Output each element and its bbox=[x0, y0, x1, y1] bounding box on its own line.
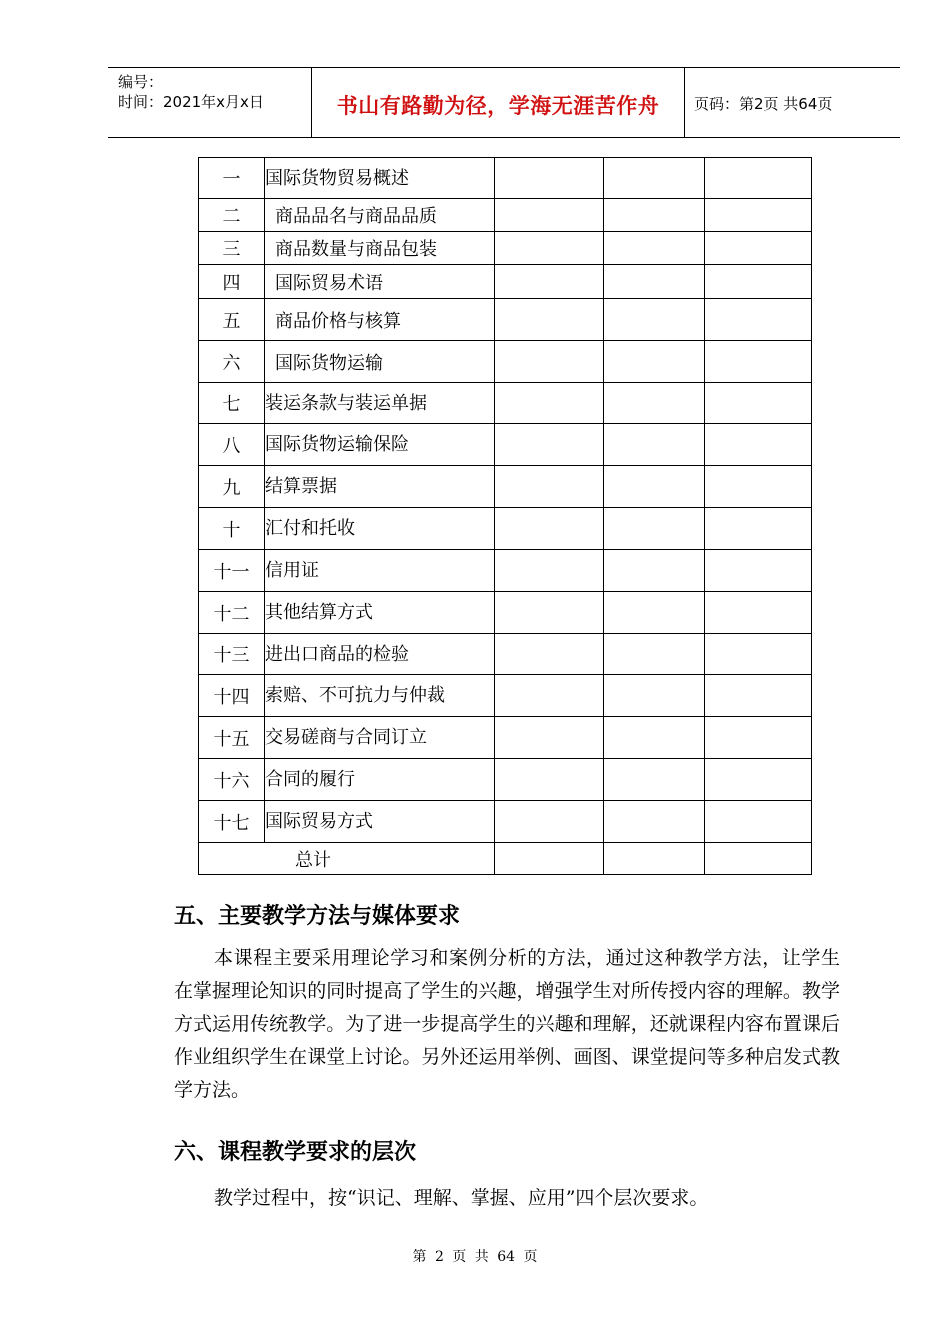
empty-cell bbox=[495, 634, 604, 675]
chapter-title: 汇付和托收 bbox=[265, 508, 495, 550]
header-page-cell bbox=[685, 68, 900, 137]
empty-cell bbox=[604, 265, 705, 299]
empty-cell bbox=[705, 424, 812, 466]
chapter-number: 十一 bbox=[199, 550, 265, 592]
chapter-title: 交易磋商与合同订立 bbox=[265, 717, 495, 759]
empty-cell bbox=[604, 634, 705, 675]
chapter-number: 十 bbox=[199, 508, 265, 550]
empty-cell bbox=[495, 424, 604, 466]
empty-cell bbox=[495, 843, 604, 875]
empty-cell bbox=[495, 717, 604, 759]
empty-cell bbox=[705, 199, 812, 232]
empty-cell bbox=[495, 158, 604, 199]
empty-cell bbox=[604, 801, 705, 843]
chapter-title: 装运条款与装运单据 bbox=[265, 383, 495, 424]
empty-cell bbox=[705, 675, 812, 717]
empty-cell bbox=[604, 675, 705, 717]
empty-cell bbox=[495, 550, 604, 592]
empty-cell bbox=[604, 341, 705, 383]
motto-text: 书山有路勤为径，学海无涯苦作舟 bbox=[336, 94, 660, 118]
empty-cell bbox=[705, 341, 812, 383]
empty-cell bbox=[495, 675, 604, 717]
table-row bbox=[199, 265, 812, 299]
table-row bbox=[199, 634, 812, 675]
empty-cell bbox=[604, 424, 705, 466]
chapter-title: 商品数量与商品包装 bbox=[265, 232, 495, 265]
table-row bbox=[199, 592, 812, 634]
empty-cell bbox=[604, 508, 705, 550]
empty-cell bbox=[705, 265, 812, 299]
table-row bbox=[199, 675, 812, 717]
table-row bbox=[199, 383, 812, 424]
chapter-title: 商品价格与核算 bbox=[265, 299, 495, 341]
chapter-title: 国际货物运输保险 bbox=[265, 424, 495, 466]
empty-cell bbox=[604, 592, 705, 634]
empty-cell bbox=[604, 232, 705, 265]
chapter-number: 十七 bbox=[199, 801, 265, 843]
chapter-number: 二 bbox=[199, 199, 265, 232]
chapter-title: 商品品名与商品品质 bbox=[265, 199, 495, 232]
chapter-title: 进出口商品的检验 bbox=[265, 634, 495, 675]
empty-cell bbox=[705, 232, 812, 265]
empty-cell bbox=[705, 508, 812, 550]
document-header bbox=[108, 67, 900, 138]
empty-cell bbox=[705, 717, 812, 759]
table-row bbox=[199, 550, 812, 592]
empty-cell bbox=[705, 383, 812, 424]
table-row bbox=[199, 801, 812, 843]
page-footer: 第 2 页 共 64 页 bbox=[412, 1249, 538, 1265]
header-meta-cell bbox=[108, 68, 312, 137]
section-5-paragraph: 本课程主要采用理论学习和案例分析的方法，通过这种教学方法，让学生在掌握理论知识的同时提高了学生的兴趣，增强学生对所传授内容的理解。教学方式运用传统教学。为了进一步提高学生的兴趣和理解，还就课程内容布置课后作业组织学生在课堂上讨论。另外还运用举例、画图、课堂提问等多种启发式教学方法。 bbox=[174, 947, 840, 1101]
empty-cell bbox=[604, 466, 705, 508]
header-motto-cell bbox=[312, 68, 685, 137]
table-row bbox=[199, 424, 812, 466]
chapter-title: 国际货物贸易概述 bbox=[265, 158, 495, 199]
chapter-title: 合同的履行 bbox=[265, 759, 495, 801]
table-row bbox=[199, 158, 812, 199]
table-row bbox=[199, 466, 812, 508]
chapter-number: 一 bbox=[199, 158, 265, 199]
chapter-number: 十六 bbox=[199, 759, 265, 801]
empty-cell bbox=[495, 383, 604, 424]
empty-cell bbox=[705, 550, 812, 592]
chapter-title: 国际贸易术语 bbox=[265, 265, 495, 299]
section-5-heading: 五、主要教学方法与媒体要求 bbox=[174, 903, 461, 929]
table-row bbox=[199, 199, 812, 232]
number-label: 编号： bbox=[118, 73, 164, 91]
table-row bbox=[199, 759, 812, 801]
empty-cell bbox=[495, 232, 604, 265]
chapter-number: 五 bbox=[199, 299, 265, 341]
chapter-title: 结算票据 bbox=[265, 466, 495, 508]
chapter-number: 十四 bbox=[199, 675, 265, 717]
chapter-number: 四 bbox=[199, 265, 265, 299]
empty-cell bbox=[705, 592, 812, 634]
chapter-number: 九 bbox=[199, 466, 265, 508]
empty-cell bbox=[495, 299, 604, 341]
empty-cell bbox=[495, 508, 604, 550]
empty-cell bbox=[604, 717, 705, 759]
section-6-paragraph: 教学过程中，按“识记、理解、掌握、应用”四个层次要求。 bbox=[214, 1187, 709, 1209]
total-label: 总计 bbox=[199, 843, 495, 875]
empty-cell bbox=[604, 759, 705, 801]
empty-cell bbox=[705, 801, 812, 843]
chapter-number: 七 bbox=[199, 383, 265, 424]
empty-cell bbox=[604, 158, 705, 199]
empty-cell bbox=[705, 299, 812, 341]
empty-cell bbox=[705, 634, 812, 675]
chapter-number: 三 bbox=[199, 232, 265, 265]
empty-cell bbox=[705, 843, 812, 875]
chapter-title: 国际货物运输 bbox=[265, 341, 495, 383]
empty-cell bbox=[495, 199, 604, 232]
chapter-title: 索赔、不可抗力与仲裁 bbox=[265, 675, 495, 717]
chapter-number: 十五 bbox=[199, 717, 265, 759]
table-row bbox=[199, 341, 812, 383]
time-label: 时间：2021年x月x日 bbox=[118, 93, 264, 111]
empty-cell bbox=[495, 466, 604, 508]
table-row bbox=[199, 508, 812, 550]
empty-cell bbox=[705, 466, 812, 508]
chapter-title: 国际贸易方式 bbox=[265, 801, 495, 843]
empty-cell bbox=[604, 199, 705, 232]
chapter-title: 信用证 bbox=[265, 550, 495, 592]
chapter-number: 十三 bbox=[199, 634, 265, 675]
empty-cell bbox=[604, 550, 705, 592]
empty-cell bbox=[604, 299, 705, 341]
empty-cell bbox=[604, 383, 705, 424]
chapter-number: 六 bbox=[199, 341, 265, 383]
table-row bbox=[199, 232, 812, 265]
empty-cell bbox=[705, 158, 812, 199]
table-row bbox=[199, 299, 812, 341]
chapter-table bbox=[198, 157, 812, 875]
chapter-number: 八 bbox=[199, 424, 265, 466]
chapter-title: 其他结算方式 bbox=[265, 592, 495, 634]
empty-cell bbox=[495, 801, 604, 843]
empty-cell bbox=[495, 759, 604, 801]
empty-cell bbox=[604, 843, 705, 875]
page-info: 页码：第2页 共64页 bbox=[694, 95, 833, 113]
chapter-number: 十二 bbox=[199, 592, 265, 634]
empty-cell bbox=[495, 592, 604, 634]
table-row bbox=[199, 717, 812, 759]
section-6-heading: 六、课程教学要求的层次 bbox=[174, 1139, 417, 1165]
empty-cell bbox=[495, 341, 604, 383]
total-row bbox=[199, 843, 812, 875]
empty-cell bbox=[705, 759, 812, 801]
empty-cell bbox=[495, 265, 604, 299]
